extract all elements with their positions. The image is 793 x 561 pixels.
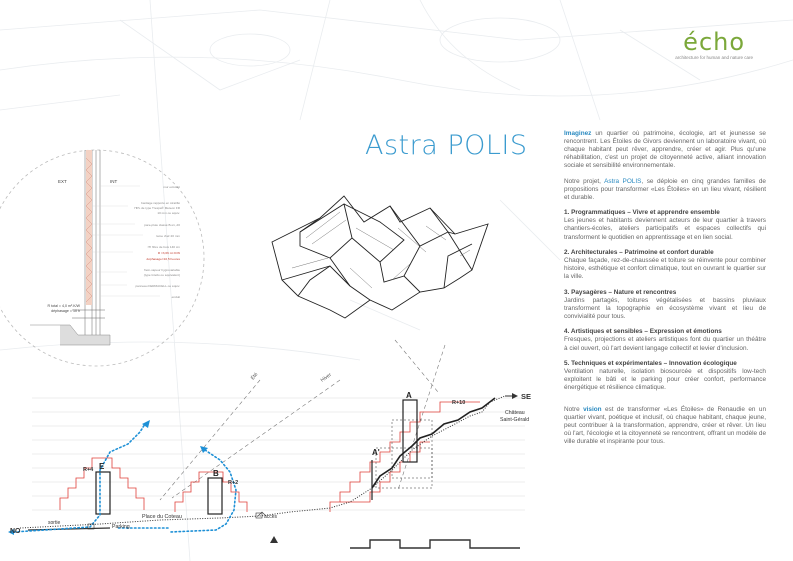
a-label: A	[406, 391, 412, 400]
r-total: R total = 4,0 m².K/W	[47, 304, 80, 308]
section-heading: 2. Architecturales – Patrimoine et confort durable	[564, 249, 714, 257]
section-body: Jardins partagés, toitures végétalisées et bassins pluviaux transforment la topographie en écosystème vivant et lieu de convivialité pour tous.	[564, 296, 766, 320]
dephasage-total: déphasage = 10 h	[51, 309, 80, 313]
intro-text: un quartier où patrimoine, écologie, art et jeunesse se rencontrent. Les Étoiles de Givors deviennent un laboratoire vivant, où chaque habitant peut rêver, apprendre, créer et agir. Plus qu'une réhabilitation, c'est un projet de citoyenneté active, alliant innovation sociale et sensibilité environnementale.	[564, 130, 766, 170]
vision-word: vision	[583, 406, 602, 414]
section-heading: 1. Programmatiques – Vivre et apprendre ensemble	[564, 209, 720, 217]
vision-post: est de transformer «Les Étoiles» de Renaudie en un quartier vivant, poétique et inclusif, où chaque habitant, chaque jeune, peut contribuer à la transformation, apprendre, créer et rêver. Un lieu où l'art, l'écologie et la citoyenneté se rencontrent, offrant un modèle de ville durable et inspirante pour tous.	[564, 406, 766, 446]
section-heading: 5. Techniques et expérimentales – Innovation écologique	[564, 360, 737, 368]
section-body: Ventilation naturelle, isolation biosourcée et dispositifs low-tech exploitent le bâti et le parking pour créer confort, performance énergétique et résilience climatique.	[564, 368, 766, 392]
site-section	[8, 340, 531, 548]
project-post: , se déploie en cinq grandes familles de propositions pour transformer «Les Étoiles» en un lieu vivant, résilient et durable.	[564, 177, 766, 201]
layer-label: pare-pluie classé B-s1, d0	[144, 223, 180, 227]
section-body: Les jeunes et habitants deviennent acteurs de leur quartier à travers chantiers-écoles, ateliers participatifs et espaces collectifs qui transforment le quotidien en apprentissage et en lien social.	[564, 217, 766, 241]
layer-label: (type Intello ou équivalent)	[143, 273, 180, 277]
building-axonometric	[272, 196, 488, 318]
ground-baseline	[350, 540, 520, 548]
layer-label: bardage rapporté en stratifié	[141, 201, 180, 205]
page-title: Astra POLIS	[365, 130, 528, 161]
vision-pre: Notre	[564, 406, 584, 414]
r2-label: R+2	[228, 480, 239, 486]
airflow-arrow-icon	[200, 446, 208, 453]
layer-label: mur existant	[163, 185, 180, 189]
section-body: Chaque façade, rez-de-chaussée et toiture se réinvente pour combiner histoire, esthétique et confort climatique, tout en ouvrant le quartier sur la ville.	[564, 257, 766, 281]
triangle-marker-icon	[270, 536, 278, 543]
layer-label: R =3,66 m².K/W	[157, 251, 180, 255]
place-label: Place du Coteau	[142, 514, 182, 520]
hiver-sun-line	[172, 380, 340, 498]
project-name: Astra POLIS	[604, 177, 642, 185]
layer-label: ITI fibre de bois 140 cm	[147, 245, 180, 249]
r10-label: R+10	[452, 400, 466, 406]
section-heading: 3. Paysagères – Nature et rencontres	[564, 288, 677, 296]
terrain-profile	[372, 398, 495, 488]
section-heading: 4. Artistiques et sensibles – Expression et émotions	[564, 328, 722, 336]
layer-label: frein-vapeur hygrovariable	[144, 268, 180, 272]
section-body: Fresques, projections et ateliers artistiques font du quartier un théâtre à ciel ouvert, où l'art devient langage collectif et levier d'inclusion.	[564, 336, 766, 352]
logo-wordmark: écho	[683, 28, 746, 56]
no-label: NO	[10, 528, 21, 535]
layer-label: enduit	[171, 295, 180, 299]
project-pre: Notre projet,	[564, 177, 605, 185]
ete-label: Été	[249, 371, 260, 382]
wall-detail	[0, 150, 204, 366]
saint-gerald-label: Saint-Gérald	[500, 417, 530, 423]
e-label: E	[99, 462, 105, 471]
logo-tagline: architecture for human and nature care	[675, 55, 753, 60]
building-sections	[96, 400, 417, 514]
layer-label: lame d'air 20 mm	[156, 234, 180, 238]
ext-label: EXT	[58, 179, 67, 184]
layer-labels	[134, 185, 180, 299]
hiver-label: Hiver	[319, 372, 333, 384]
b-label: B	[213, 469, 219, 478]
layer-label: déphasage=10,5 heures	[146, 257, 180, 261]
r4-label: R+4	[83, 467, 94, 473]
sortie-label: sortie	[48, 520, 61, 526]
intro-lead: Imaginez	[564, 130, 592, 137]
building-e	[96, 472, 110, 514]
layer-label: panneau FERMACELL ou équiv.	[135, 284, 180, 288]
sun-line	[395, 340, 438, 392]
layer-label: HPL de type Trespa® Meteon FR	[134, 206, 180, 210]
parking-label: Parking	[112, 524, 130, 530]
se-label: SE	[521, 392, 532, 401]
layer-label: 10 mm ou équiv.	[157, 211, 180, 215]
a-prime-label: A'	[372, 448, 380, 457]
chateau-label: Château	[505, 410, 525, 416]
acces-label: accès	[264, 514, 278, 520]
int-label: INT	[110, 179, 118, 184]
